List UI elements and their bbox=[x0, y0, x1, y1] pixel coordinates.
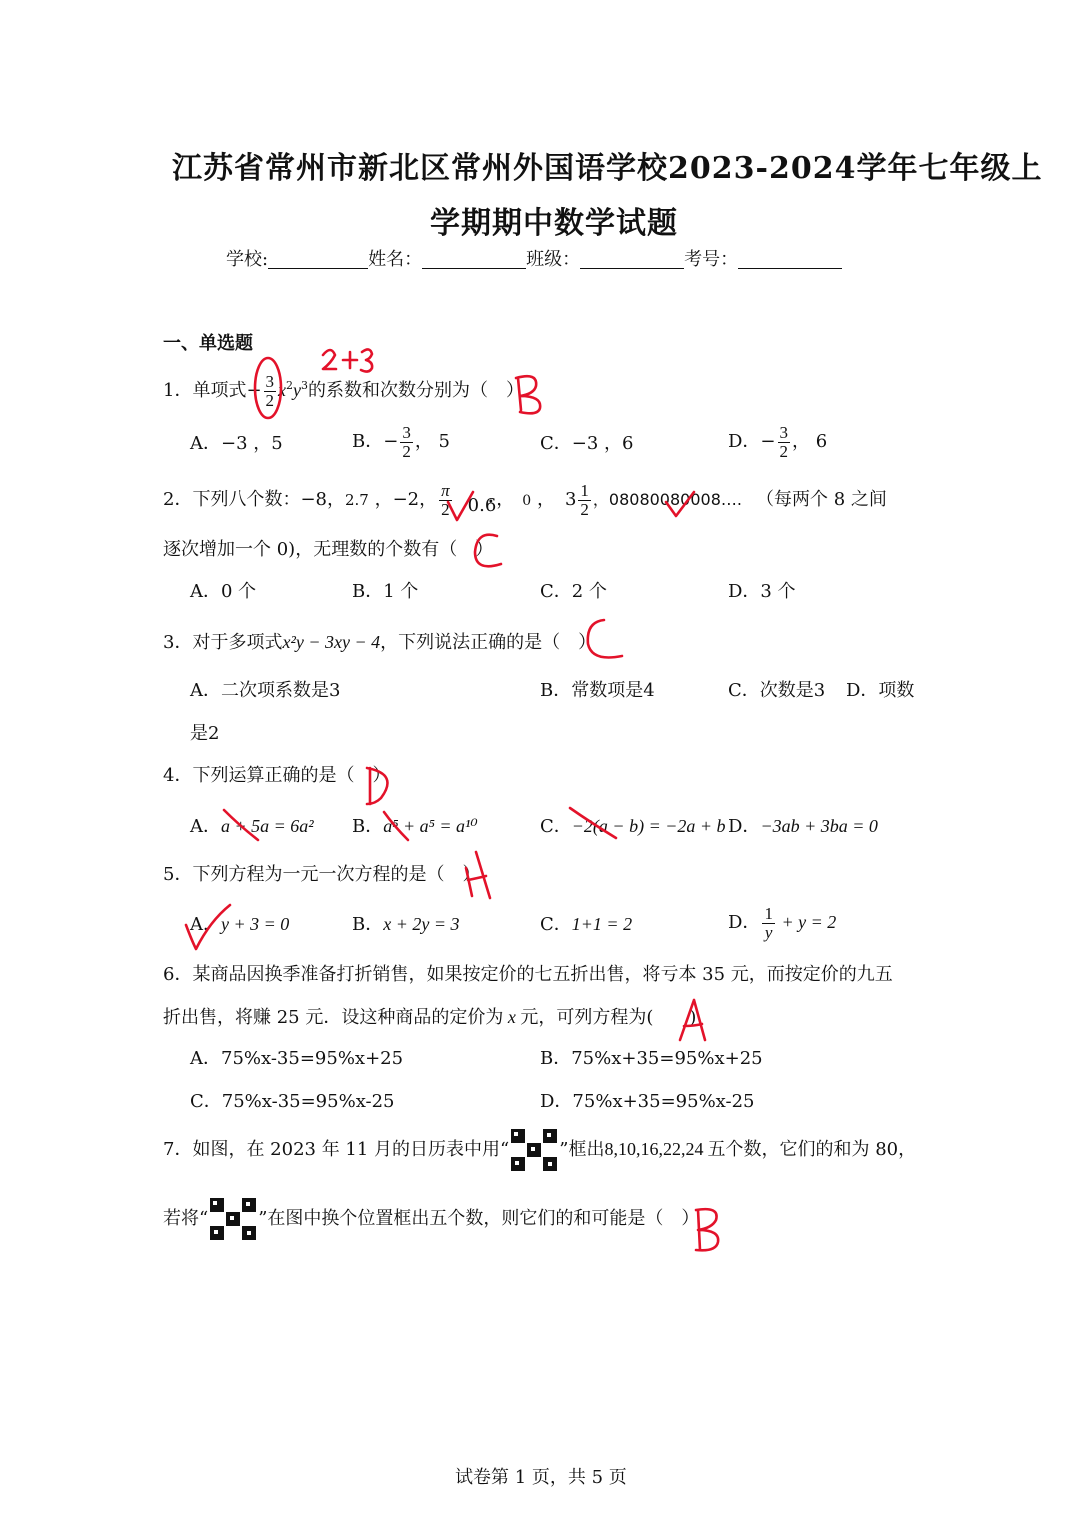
calendar-frame-icon bbox=[509, 1127, 559, 1173]
question-7-line-1 bbox=[163, 1124, 916, 1175]
q5-d-den: y bbox=[764, 922, 773, 942]
q1-frac-den: 2 bbox=[265, 390, 275, 410]
title-line-2: 学期期中数学试题 bbox=[430, 206, 678, 241]
q2-sep1: ，−2， bbox=[368, 489, 438, 510]
q1-b-frac bbox=[400, 424, 413, 461]
q4-c-label: C． bbox=[540, 816, 572, 837]
q7-l2-post: ”在图中换个位置框出五个数，则它们的和可能是（ ） bbox=[258, 1208, 700, 1229]
question-1 bbox=[163, 366, 524, 411]
q3-option-d[interactable]: D．项数 bbox=[846, 680, 915, 701]
q3-option-d-cont: 是2 bbox=[190, 723, 220, 744]
school-field[interactable] bbox=[268, 250, 368, 269]
question-6-line-2 bbox=[163, 1005, 696, 1030]
question-6-line-1: 6．某商品因换季准备打折销售，如果按定价的七五折出售，将亏本 35 元，而按定价的九五 bbox=[163, 964, 893, 985]
q7-l2-pre: 若将“ bbox=[163, 1208, 209, 1229]
q5-option-d[interactable] bbox=[728, 900, 836, 945]
q2-option-c[interactable]: C．2 个 bbox=[540, 581, 607, 602]
question-2-line-2: 逐次增加一个 0)，无理数的个数有（ ） bbox=[163, 539, 494, 560]
q2-sep2: ， bbox=[531, 489, 555, 510]
q5-d-label: D． bbox=[728, 912, 761, 933]
q5-d-post: + y = 2 bbox=[776, 912, 837, 932]
q7-post: 五个数，它们的和为 80， bbox=[707, 1139, 917, 1160]
number-field[interactable] bbox=[738, 250, 842, 269]
q2-sequence: ，08080080008…. bbox=[592, 490, 742, 509]
q4-option-a[interactable] bbox=[190, 814, 314, 839]
q1-option-b[interactable] bbox=[352, 420, 450, 464]
q4-d-label: D． bbox=[728, 816, 761, 837]
q1-sign: − bbox=[246, 380, 262, 401]
question-7-line-2 bbox=[163, 1194, 699, 1244]
q5-d-frac bbox=[762, 905, 775, 942]
q3-polynomial: x²y − 3xy − 4 bbox=[282, 632, 381, 652]
q6-pre: 折出售，将赚 25 元．设这种商品的定价为 bbox=[163, 1007, 504, 1028]
q2-note: （每两个 8 之间 bbox=[755, 489, 887, 510]
q1-option-c[interactable]: C．−3 ，6 bbox=[540, 433, 634, 454]
q1-exp2: 2 bbox=[286, 379, 294, 392]
q4-option-c[interactable] bbox=[540, 814, 726, 839]
q1-frac-num: 3 bbox=[265, 371, 275, 391]
name-field[interactable] bbox=[422, 250, 526, 269]
q1-d-num: 3 bbox=[779, 422, 789, 442]
class-field[interactable] bbox=[580, 250, 684, 269]
q2-pi-den: 2 bbox=[441, 499, 450, 519]
q4-b-label: B． bbox=[352, 816, 384, 837]
q2-mixed-den: 2 bbox=[580, 499, 589, 519]
q1-pre: 单项式 bbox=[192, 380, 247, 401]
q5-option-b[interactable] bbox=[352, 912, 460, 937]
q1-y: y bbox=[293, 380, 302, 400]
school-label: 学校: bbox=[226, 249, 269, 270]
q4-a-expr: a + 5a = 6a² bbox=[221, 816, 314, 836]
q2-mixed-frac bbox=[578, 482, 591, 519]
question-2-line-1 bbox=[163, 478, 887, 523]
question-5: 5．下列方程为一元一次方程的是（ ） bbox=[163, 864, 481, 885]
q1-d-pre: D．− bbox=[728, 431, 776, 452]
q1-b-den: 2 bbox=[402, 441, 411, 461]
q1-fraction bbox=[264, 373, 277, 410]
q6-post: 元，可列方程为( ) bbox=[520, 1007, 697, 1028]
q2-27: 2.7 bbox=[345, 491, 369, 509]
q6-option-a[interactable]: A．75%x-35=95%x+25 bbox=[190, 1048, 404, 1069]
question-3 bbox=[163, 630, 596, 655]
q2-repeating-6: • 6 bbox=[485, 495, 496, 516]
q2-pre: 2．下列八个数：−8， bbox=[163, 489, 345, 510]
title-line-1: 江苏省常州市新北区常州外国语学校2023-2024学年七年级上 bbox=[172, 151, 1043, 186]
q4-b-expr: a⁵ + a⁵ = a¹⁰ bbox=[383, 816, 478, 836]
q2-option-d[interactable]: D．3 个 bbox=[728, 581, 796, 602]
q1-post: 的系数和次数分别为（ ） bbox=[308, 380, 525, 401]
q7-numbers: 8,10,16,22,24 bbox=[604, 1139, 704, 1159]
q5-option-c[interactable] bbox=[540, 912, 632, 937]
q3-post: ，下列说法正确的是（ ） bbox=[380, 632, 597, 653]
q2-pi-frac bbox=[439, 482, 452, 519]
q5-c-label: C． bbox=[540, 914, 572, 935]
q5-d-num: 1 bbox=[764, 903, 773, 923]
q5-option-a[interactable] bbox=[190, 912, 289, 937]
q2-comma: ， bbox=[496, 489, 515, 510]
q4-option-b[interactable] bbox=[352, 814, 478, 839]
q3-option-c[interactable]: C．次数是3 bbox=[728, 680, 826, 701]
q1-option-a[interactable]: A．−3 ，5 bbox=[190, 433, 283, 454]
q1-b-num: 3 bbox=[402, 422, 411, 442]
q3-option-b[interactable]: B．常数项是4 bbox=[540, 680, 655, 701]
q1-x: x bbox=[278, 380, 287, 400]
q6-x: x bbox=[503, 1007, 521, 1027]
q2-mixed-int: 3 bbox=[564, 489, 577, 510]
q5-b-label: B． bbox=[352, 914, 384, 935]
q4-d-expr: −3ab + 3ba = 0 bbox=[760, 816, 878, 836]
q1-option-d[interactable] bbox=[728, 420, 827, 464]
q2-pi: π bbox=[441, 480, 450, 500]
q5-c-expr: 1+1 = 2 bbox=[571, 914, 633, 934]
q2-mixed-num: 1 bbox=[580, 480, 589, 500]
class-label: 班级： bbox=[526, 249, 581, 270]
q4-c-expr: −2(a − b) = −2a + b bbox=[571, 816, 726, 836]
q6-option-d[interactable]: D．75%x+35=95%x-25 bbox=[540, 1091, 755, 1112]
q1-number: 1． bbox=[163, 380, 193, 401]
q6-option-c[interactable]: C．75%x-35=95%x-25 bbox=[190, 1091, 395, 1112]
question-4: 4．下列运算正确的是（ ） bbox=[163, 765, 391, 786]
q5-a-expr: y + 3 = 0 bbox=[221, 914, 290, 934]
q5-a-label: A． bbox=[190, 914, 221, 935]
q1-d-den: 2 bbox=[779, 441, 789, 461]
name-label: 姓名： bbox=[368, 249, 423, 270]
q1-b-post: ， 5 bbox=[414, 431, 450, 452]
q4-option-d[interactable] bbox=[728, 814, 878, 839]
q1-b-pre: B．− bbox=[352, 431, 399, 452]
q4-a-label: A． bbox=[190, 816, 221, 837]
q2-zero: 0 bbox=[522, 493, 532, 509]
info-line bbox=[226, 248, 842, 272]
q5-b-expr: x + 2y = 3 bbox=[383, 914, 460, 934]
q6-option-b[interactable]: B．75%x+35=95%x+25 bbox=[540, 1048, 763, 1069]
section-heading: 一、单选题 bbox=[163, 333, 253, 354]
q2-option-a[interactable]: A．0 个 bbox=[190, 581, 257, 602]
q7-mid: ”框出 bbox=[559, 1139, 605, 1160]
q3-pre: 3．对于多项式 bbox=[163, 632, 283, 653]
q3-option-a[interactable]: A．二次项系数是3 bbox=[190, 680, 341, 701]
q1-d-frac bbox=[778, 424, 791, 461]
q7-pre: 7．如图，在 2023 年 11 月的日历表中用“ bbox=[163, 1139, 510, 1160]
page-footer: 试卷第 1 页，共 5 页 bbox=[455, 1467, 627, 1488]
q1-exp3: 3 bbox=[301, 379, 309, 392]
calendar-frame-icon-2 bbox=[208, 1196, 258, 1242]
q2-06: 0.• 6 bbox=[468, 495, 497, 516]
q1-d-post: ， 6 bbox=[792, 431, 828, 452]
number-label: 考号： bbox=[684, 249, 739, 270]
q2-option-b[interactable]: B．1 个 bbox=[352, 581, 419, 602]
